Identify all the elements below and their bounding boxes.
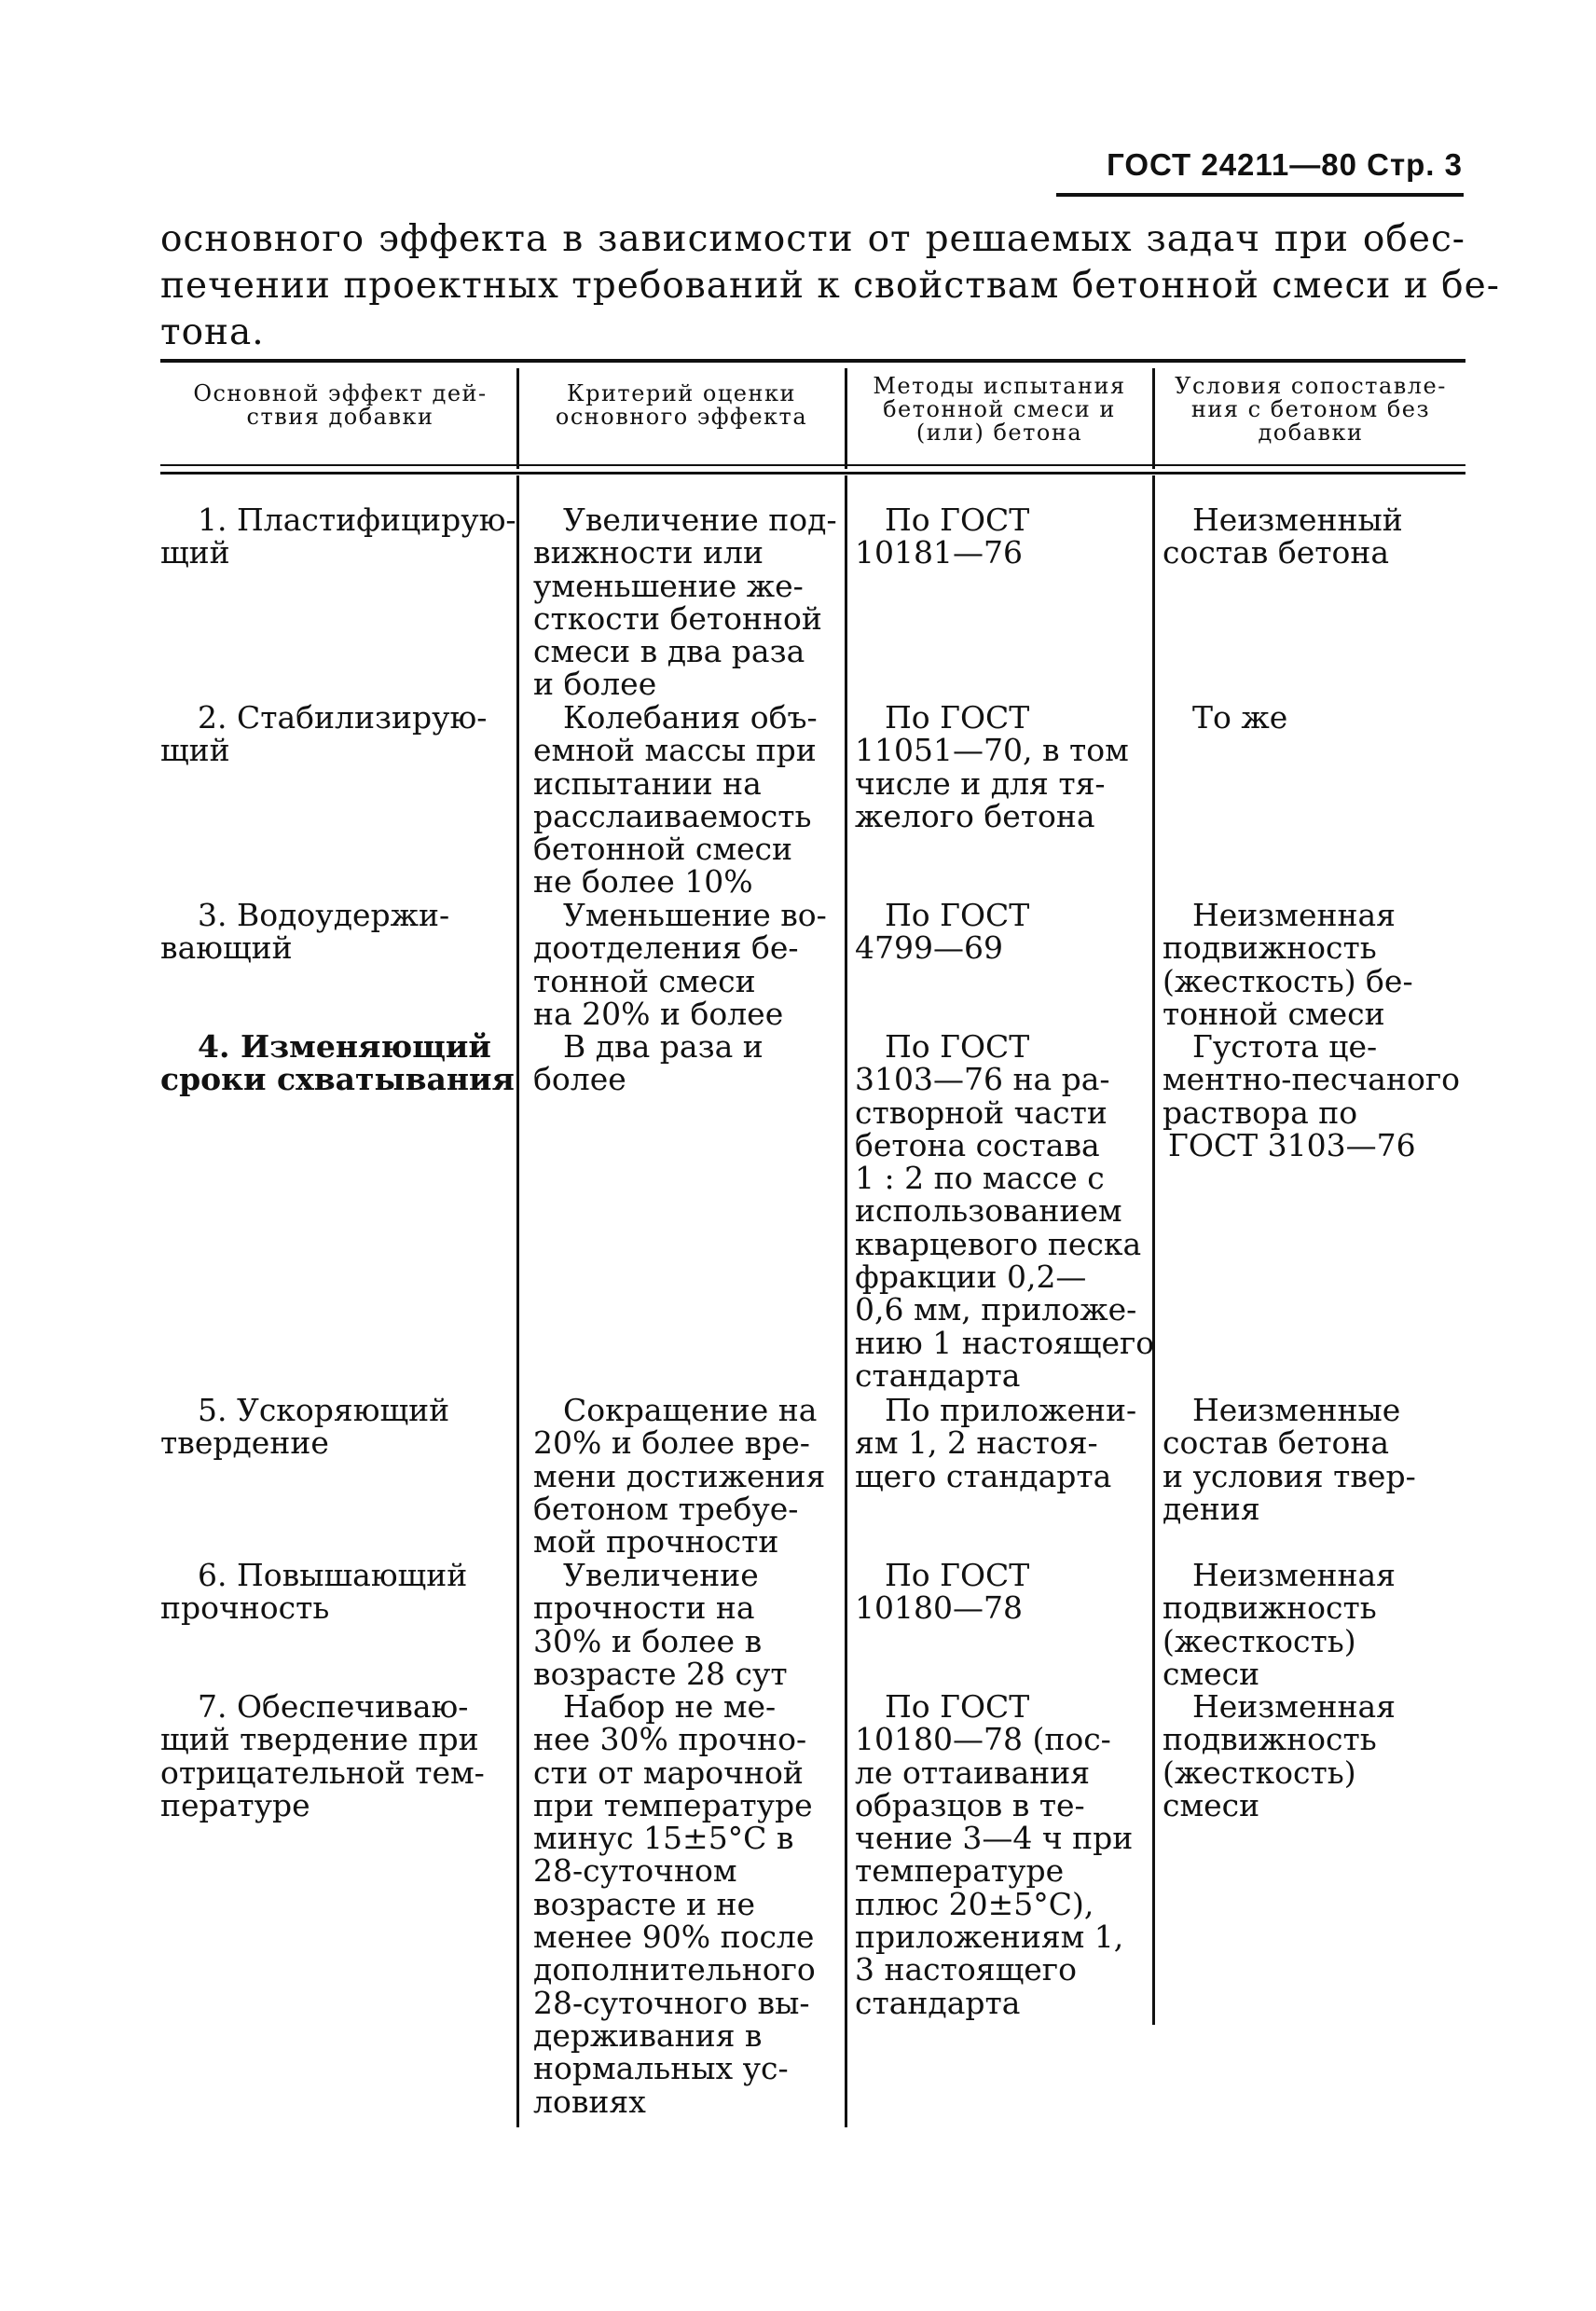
column-header-condition: Условия сопоставле- ния с бетоном без добавки xyxy=(1175,373,1447,446)
row-1-effect: 1. Пластифицирую- щий xyxy=(160,502,516,571)
header-bottom-rule xyxy=(160,464,1465,466)
row-3-method: По ГОСТ 4799—69 xyxy=(855,897,1030,967)
column-header-criterion: Критерий оценки основного эффекта xyxy=(555,380,808,430)
row-4-criterion: В два раза и более xyxy=(533,1028,764,1098)
column-divider-1-header xyxy=(516,368,519,469)
row-7-method: По ГОСТ 10180—78 (пос- ле оттаивания образцов в те- чение 3—4 ч при температуре плюс 20±5°С), приложениям 1, 3 настоящего стандарта xyxy=(855,1688,1134,2021)
header-bottom-rule-double xyxy=(160,472,1465,475)
column-divider-2 xyxy=(845,475,847,2127)
row-5-condition: Неизменные состав бетона и условия твер- дения xyxy=(1163,1392,1416,1527)
row-3-criterion: Уменьшение во- доотделения бе- тонной смеси на 20% и более xyxy=(533,897,827,1032)
row-1-method: По ГОСТ 10181—76 xyxy=(855,502,1030,571)
row-6-condition: Неизменная подвижность (жесткость) смеси xyxy=(1163,1557,1396,1692)
column-header-effect: Основной эффект дей- ствия добавки xyxy=(193,380,488,430)
row-2-effect: 2. Стабилизирую- щий xyxy=(160,699,488,769)
row-1-criterion: Увеличение под- вижности или уменьшение же- сткости бетонной смеси в два раза и более xyxy=(533,502,837,703)
table-top-rule xyxy=(160,359,1465,363)
row-7-criterion: Набор не ме- нее 30% прочно- сти от марочной при температуре минус 15±5°С в 28-суточном возрасте и не менее 90% после дополнительного 28-суточного вы- держивания в нормальных ус- ловиях xyxy=(533,1688,816,2120)
intro-line-3: тона. xyxy=(160,311,265,353)
intro-line-2: печении проектных требований к свойствам бетонной смеси и бе- xyxy=(160,265,1500,307)
row-6-effect: 6. Повышающий прочность xyxy=(160,1557,468,1627)
row-6-criterion: Увеличение прочности на 30% и более в возрасте 28 сут xyxy=(533,1557,788,1692)
row-4-method: По ГОСТ 3103—76 на ра- створной части бетона состава 1 : 2 по массе с использованием кварцевого песка фракции 0,2— 0,6 мм, приложе- нию 1 настоящего стандарта xyxy=(855,1028,1155,1394)
row-3-effect: 3. Водоудержи- вающий xyxy=(160,897,450,967)
row-2-method: По ГОСТ 11051—70, в том числе и для тя- желого бетона xyxy=(855,699,1129,834)
row-7-condition: Неизменная подвижность (жесткость) смеси xyxy=(1163,1688,1396,1823)
column-header-method: Методы испытания бетонной смеси и (или) бетона xyxy=(873,373,1126,446)
row-7-effect: 7. Обеспечиваю- щий твердение при отрицательной тем- пературе xyxy=(160,1688,485,1823)
column-divider-1 xyxy=(516,475,519,2127)
row-5-criterion: Сокращение на 20% и более вре- мени достижения бетоном требуе- мой прочности xyxy=(533,1392,826,1561)
row-5-effect: 5. Ускоряющий твердение xyxy=(160,1392,450,1462)
page-header: ГОСТ 24211—80 Стр. 3 xyxy=(1107,147,1463,182)
row-6-method: По ГОСТ 10180—78 xyxy=(855,1557,1030,1627)
row-5-method: По приложени- ям 1, 2 настоя- щего стандарта xyxy=(855,1392,1137,1494)
column-divider-2-header xyxy=(845,368,847,469)
row-2-condition: То же xyxy=(1192,699,1288,736)
row-2-criterion: Колебания объ- емной массы при испытании на расслаиваемость бетонной смеси не более 10% xyxy=(533,699,818,901)
intro-paragraph xyxy=(160,216,1500,356)
row-4-effect: 4. Изменяющий сроки схватывания xyxy=(160,1028,515,1098)
row-4-condition: Густота це- ментно-песчаного раствора по ГОСТ 3103—76 xyxy=(1163,1028,1460,1163)
row-3-condition: Неизменная подвижность (жесткость) бе- тонной смеси xyxy=(1163,897,1413,1032)
header-rule xyxy=(1056,193,1464,197)
row-1-condition: Неизменный состав бетона xyxy=(1163,502,1403,571)
column-divider-3-header xyxy=(1152,368,1155,469)
intro-line-1: основного эффекта в зависимости от решаемых задач при обес- xyxy=(160,218,1465,260)
